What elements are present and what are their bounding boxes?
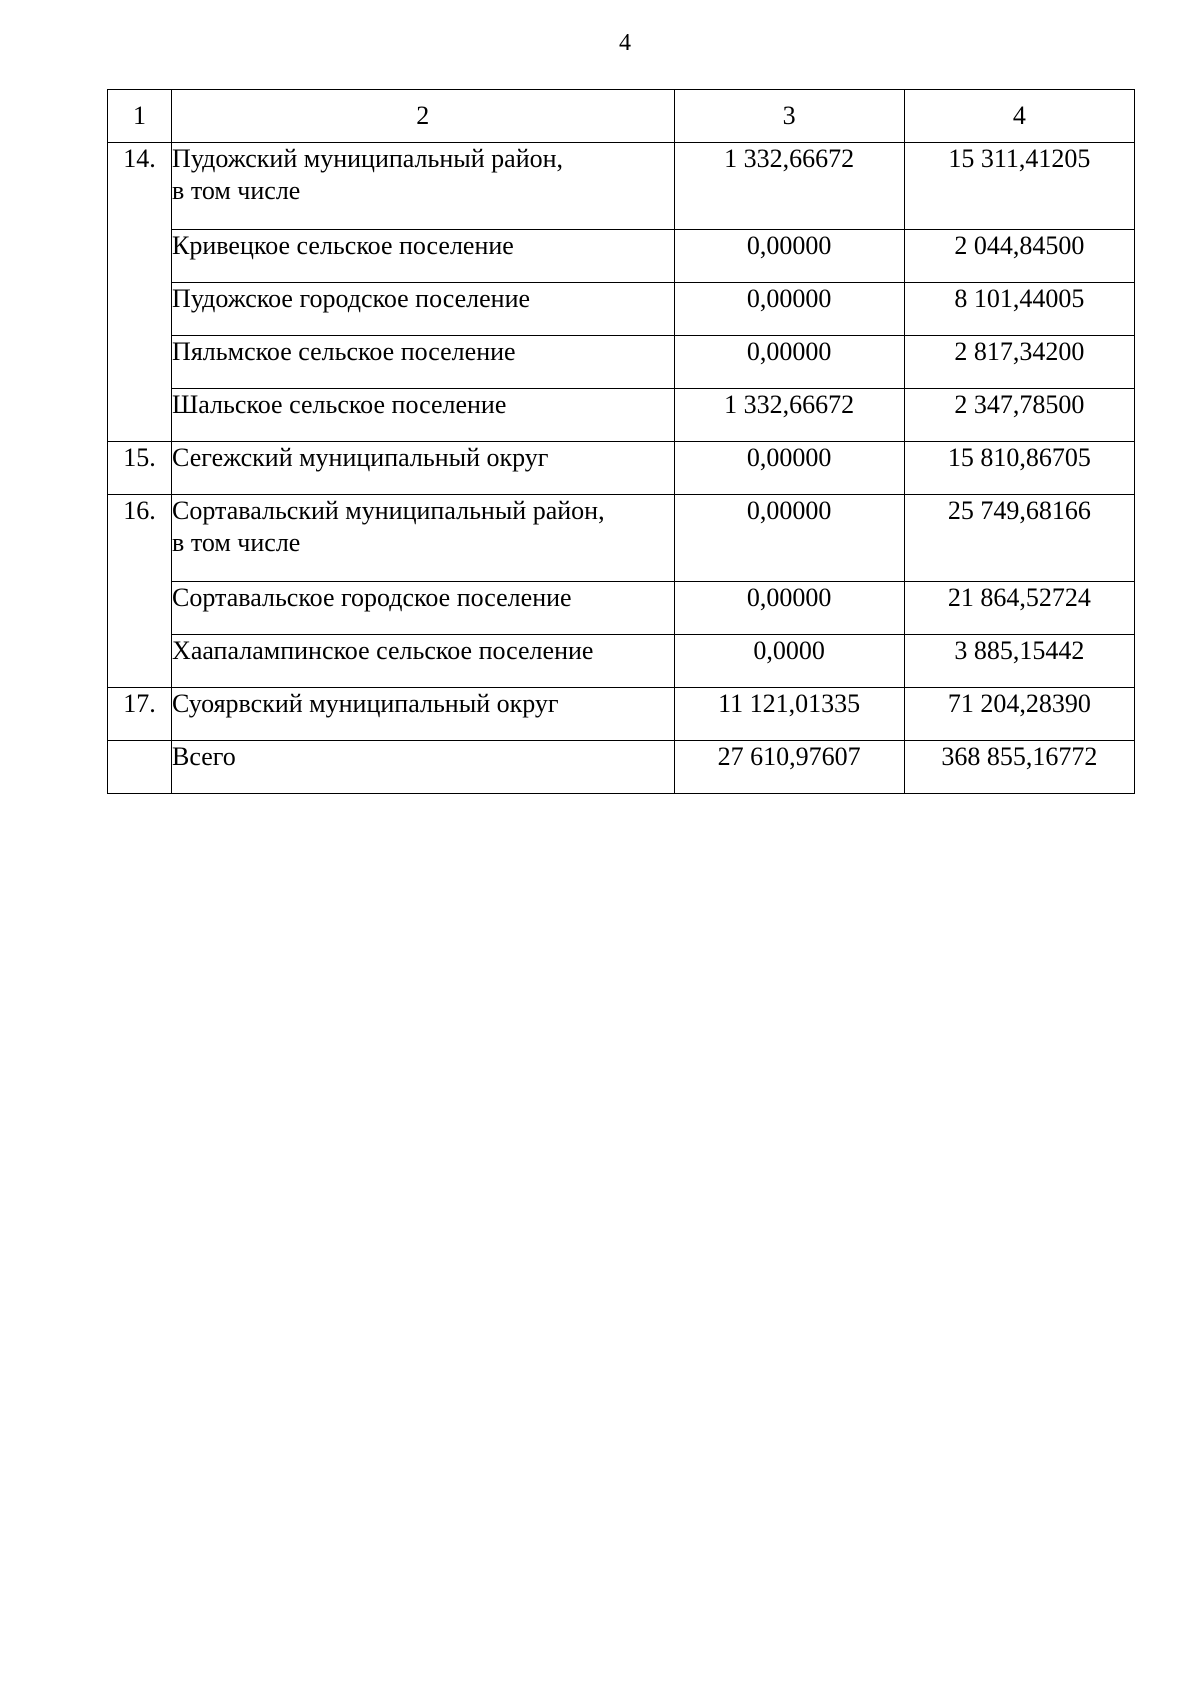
- row-name-line1: Пудожский муниципальный район,: [172, 144, 564, 173]
- header-cell-1: 1: [108, 90, 172, 143]
- row-name: Всего: [172, 741, 674, 794]
- row-col3: 0,00000: [674, 442, 904, 495]
- row-col4: 2 044,84500: [904, 230, 1134, 283]
- row-col4: 15 311,41205: [904, 143, 1134, 230]
- table-row: [108, 582, 1135, 635]
- row-col4: 15 810,86705: [904, 442, 1134, 495]
- row-col4: 21 864,52724: [904, 582, 1134, 635]
- row-col3: 0,00000: [674, 283, 904, 336]
- table-row: [108, 389, 1135, 442]
- row-name-line2: в том числе: [172, 528, 301, 557]
- row-name: Суоярвский муниципальный округ: [172, 688, 674, 741]
- table-row: [108, 230, 1135, 283]
- row-col4: 3 885,15442: [904, 635, 1134, 688]
- table-row-16: [108, 495, 1135, 582]
- row-col3: 0,00000: [674, 495, 904, 582]
- row-name: Шальское сельское поселение: [172, 389, 674, 442]
- row-col4: 368 855,16772: [904, 741, 1134, 794]
- table-row: [108, 283, 1135, 336]
- row-col3: 11 121,01335: [674, 688, 904, 741]
- row-col3: 27 610,97607: [674, 741, 904, 794]
- row-name: [172, 143, 674, 230]
- row-name: Сортавальское городское поселение: [172, 582, 674, 635]
- page-number: 4: [619, 30, 631, 56]
- row-name-line2: в том числе: [172, 176, 301, 205]
- row-name: Пяльмское сельское поселение: [172, 336, 674, 389]
- row-col4: 8 101,44005: [904, 283, 1134, 336]
- header-cell-2: 2: [172, 90, 674, 143]
- row-name: Кривецкое сельское поселение: [172, 230, 674, 283]
- table-header-row: [108, 90, 1135, 143]
- header-cell-3: 3: [674, 90, 904, 143]
- row-number: 14.: [108, 143, 172, 442]
- row-col4: 71 204,28390: [904, 688, 1134, 741]
- row-col4: 2 817,34200: [904, 336, 1134, 389]
- row-col3: 0,0000: [674, 635, 904, 688]
- table-row-14: [108, 143, 1135, 230]
- row-name: Пудожское городское поселение: [172, 283, 674, 336]
- row-col3: 0,00000: [674, 582, 904, 635]
- row-col3: 0,00000: [674, 336, 904, 389]
- table-row-15: [108, 442, 1135, 495]
- row-number: 15.: [108, 442, 172, 495]
- row-number: [108, 741, 172, 794]
- row-col4: 25 749,68166: [904, 495, 1134, 582]
- row-name: Сегежский муниципальный округ: [172, 442, 674, 495]
- table-row: [108, 635, 1135, 688]
- row-name: [172, 495, 674, 582]
- header-cell-4: 4: [904, 90, 1134, 143]
- row-name: Хаапалампинское сельское поселение: [172, 635, 674, 688]
- allocation-table: [107, 89, 1135, 794]
- row-number: 17.: [108, 688, 172, 741]
- row-name-line1: Сортавальский муниципальный район,: [172, 496, 605, 525]
- row-col3: 1 332,66672: [674, 143, 904, 230]
- row-col4: 2 347,78500: [904, 389, 1134, 442]
- table-row: [108, 336, 1135, 389]
- row-number: 16.: [108, 495, 172, 688]
- row-col3: 1 332,66672: [674, 389, 904, 442]
- table-row-total: [108, 741, 1135, 794]
- row-col3: 0,00000: [674, 230, 904, 283]
- table-row-17: [108, 688, 1135, 741]
